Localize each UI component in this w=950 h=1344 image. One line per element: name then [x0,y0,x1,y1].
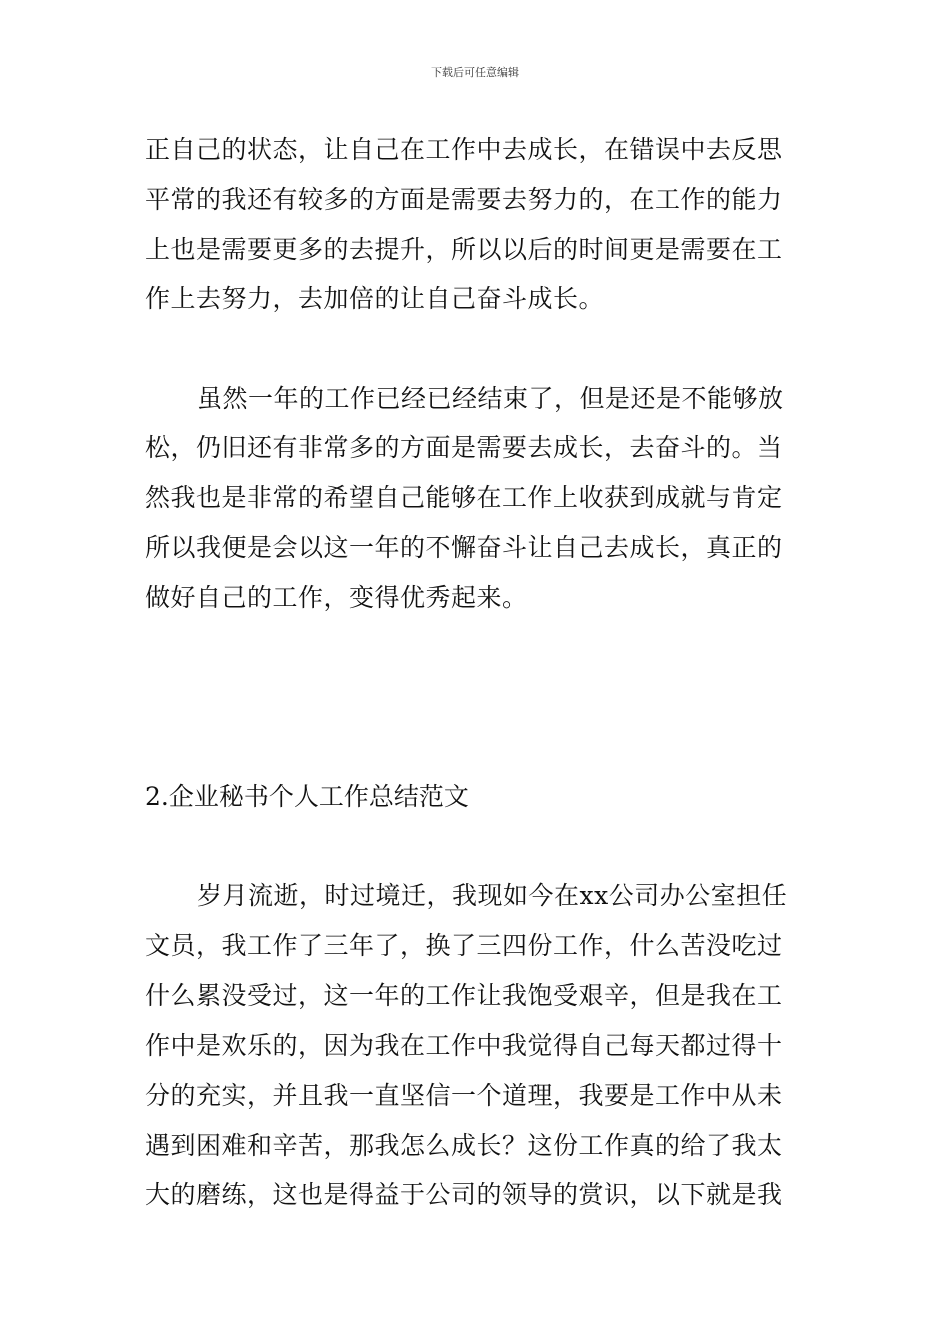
section-heading: 2.企业秘书个人工作总结范文 [145,782,469,811]
paragraph-line: 大的磨练，这也是得益于公司的领导的赏识，以下就是我 [145,1180,783,1209]
page-header: 下载后可任意编辑 [431,66,519,79]
paragraph-line: 遇到困难和辛苦，那我怎么成长？这份工作真的给了我太 [145,1131,783,1160]
paragraph-line: 岁月流逝，时过境迁，我现如今在xx公司办公室担任 [197,881,788,910]
paragraph-line: 上也是需要更多的去提升，所以以后的时间更是需要在工 [145,235,783,264]
paragraph-line: 文员，我工作了三年了，换了三四份工作，什么苦没吃过 [145,931,783,960]
paragraph-line: 然我也是非常的希望自己能够在工作上收获到成就与肯定 [145,483,783,512]
paragraph-line: 所以我便是会以这一年的不懈奋斗让自己去成长，真正的 [145,533,783,562]
paragraph-line: 松，仍旧还有非常多的方面是需要去成长，去奋斗的。当 [145,433,783,462]
paragraph-line: 正自己的状态，让自己在工作中去成长，在错误中去反思 [145,135,783,164]
paragraph-line: 什么累没受过，这一年的工作让我饱受艰辛，但是我在工 [145,981,783,1010]
paragraph-line: 平常的我还有较多的方面是需要去努力的，在工作的能力 [145,185,783,214]
paragraph-line: 虽然一年的工作已经已经结束了，但是还是不能够放 [197,384,784,413]
paragraph-line: 作上去努力，去加倍的让自己奋斗成长。 [145,284,605,313]
paragraph-line: 分的充实，并且我一直坚信一个道理，我要是工作中从未 [145,1081,783,1110]
paragraph-line: 作中是欢乐的，因为我在工作中我觉得自己每天都过得十 [145,1031,783,1060]
paragraph-line: 做好自己的工作，变得优秀起来。 [145,583,528,612]
